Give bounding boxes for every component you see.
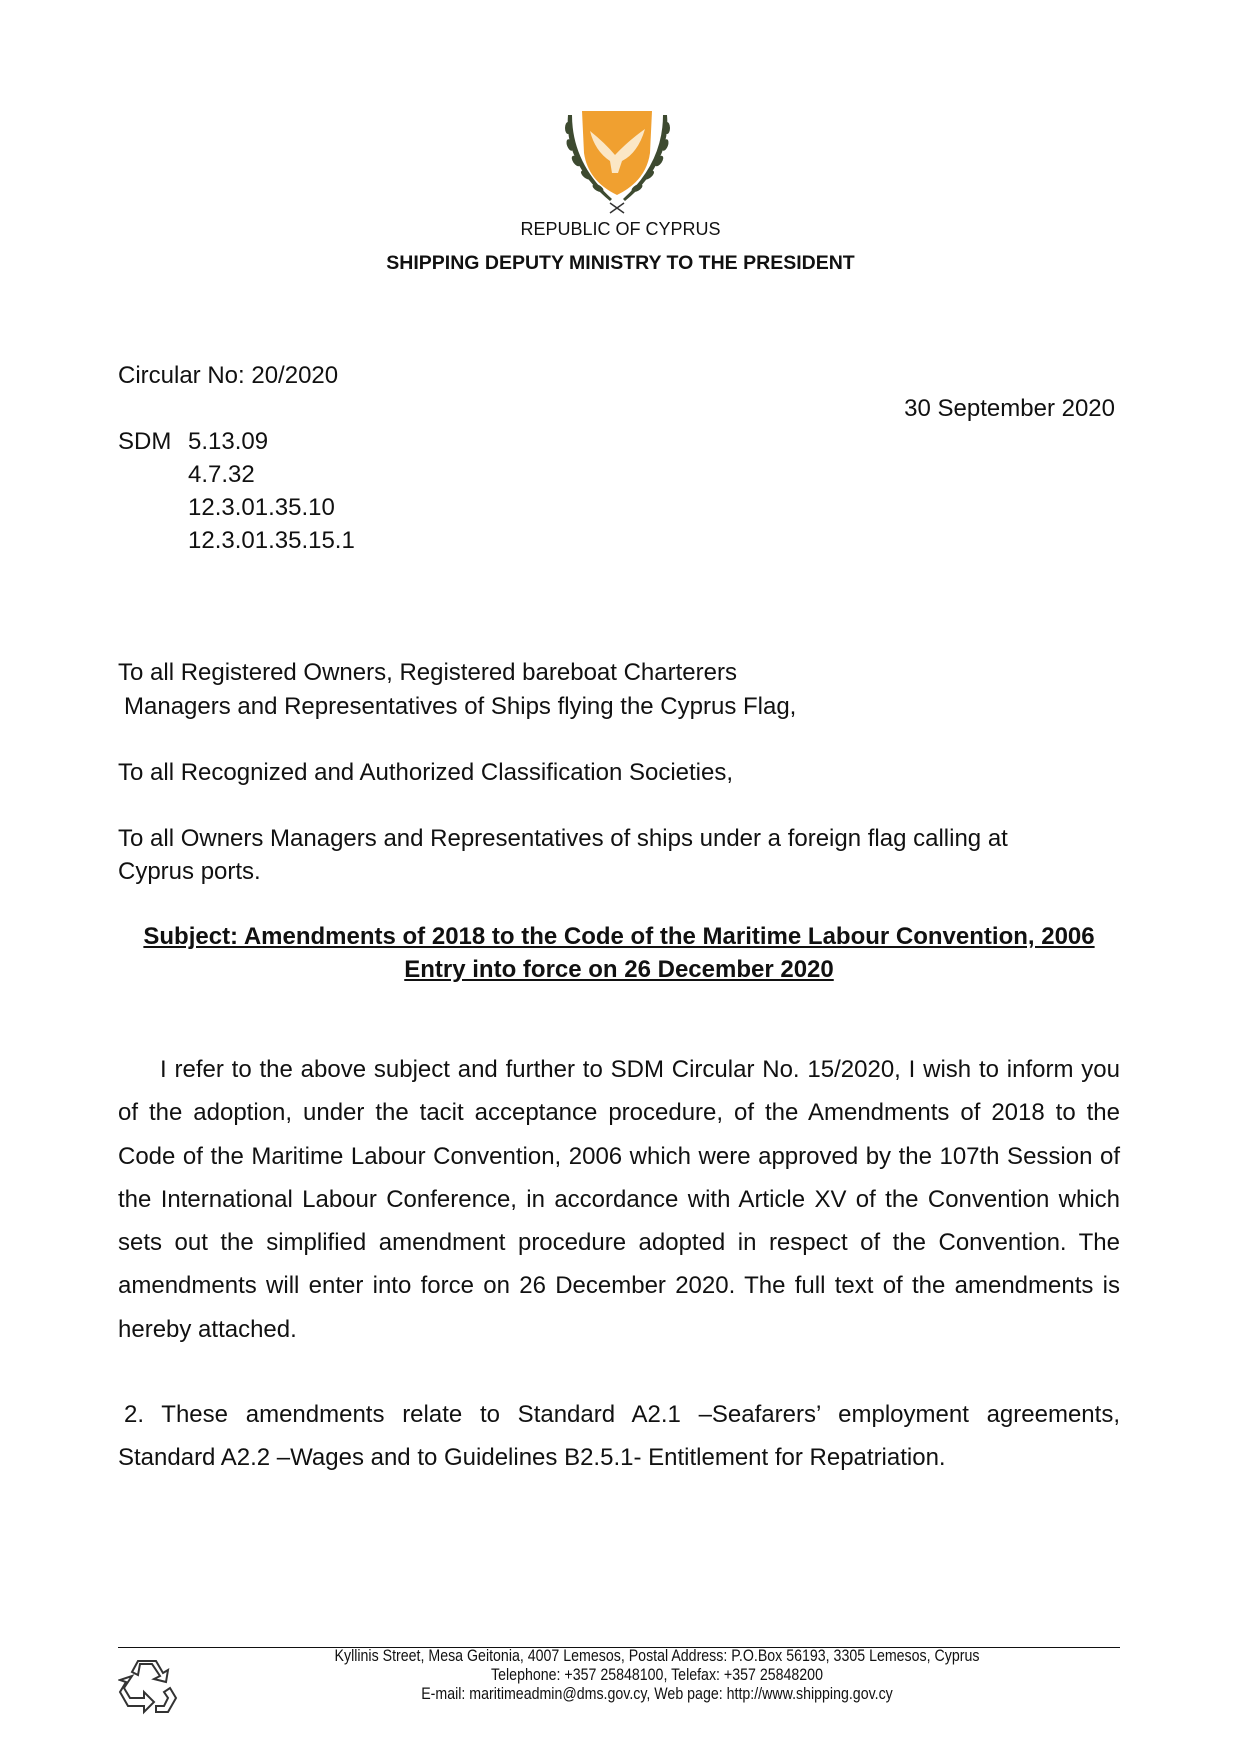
sdm-ref: 4.7.32 (188, 461, 255, 488)
country-name: REPUBLIC OF CYPRUS (520, 219, 721, 239)
subject-line: Subject: Amendments of 2018 to the Code of the Maritime Labour Convention, 2006 (143, 923, 1095, 950)
sdm-ref: 5.13.09 (188, 428, 269, 455)
circular-date: 30 September 2020 (904, 395, 1115, 422)
footer-email-web: E-mail: maritimeadmin@dms.gov.cy, Web page: http://www.shipping.gov.cy (421, 1685, 893, 1703)
addressee-foreign-ships-cont: Cyprus ports. (118, 858, 261, 885)
recycle-icon (118, 1658, 178, 1718)
coat-of-arms-emblem (560, 103, 675, 215)
body-paragraph-2: 2. These amendments relate to Standard A2.1 –Seafarers’ employment agreements, Standard A2.2 –Wages and to Guidelines B2.5.1- Entitlement for Repatriation. (118, 1401, 1120, 1472)
body-paragraph-1: I refer to the above subject and further to SDM Circular No. 15/2020, I wish to inform you of the adoption, under the tacit acceptance procedure, of the Amendments of 2018 to the Code of the Maritime Labour Convention, 2006 which were approved by the 107th Session of the International Labour Conference, in accordance with Article XV of the Convention which sets out the simplified amendment procedure adopted in respect of the Convention. The amendments will enter into force on 26 December 2020. The full text of the amendments is hereby attached. (118, 1056, 1120, 1343)
addressee-owners: To all Registered Owners, Registered bareboat Charterers (118, 659, 737, 686)
addressee-foreign-ships: To all Owners Managers and Representatives of ships under a foreign flag calling at (118, 825, 1008, 852)
sdm-ref: 12.3.01.35.15.1 (188, 527, 355, 554)
subject-entry-into-force: Entry into force on 26 December 2020 (404, 956, 834, 983)
footer-address: Kyllinis Street, Mesa Geitonia, 4007 Lemesos, Postal Address: P.O.Box 56193, 3305 Lemesos, Cyprus (334, 1647, 980, 1665)
addressee-owners-cont: Managers and Representatives of Ships flying the Cyprus Flag, (124, 693, 797, 720)
addressee-class-societies: To all Recognized and Authorized Classification Societies, (118, 759, 734, 786)
sdm-ref: 12.3.01.35.10 (188, 494, 335, 521)
ministry-name: SHIPPING DEPUTY MINISTRY TO THE PRESIDENT (386, 252, 855, 274)
circular-number: Circular No: 20/2020 (118, 362, 339, 389)
footer-contact (277, 1647, 1037, 1704)
footer-phones: Telephone: +357 25848100, Telefax: +357 25848200 (491, 1666, 823, 1684)
sdm-label: SDM (118, 428, 172, 455)
